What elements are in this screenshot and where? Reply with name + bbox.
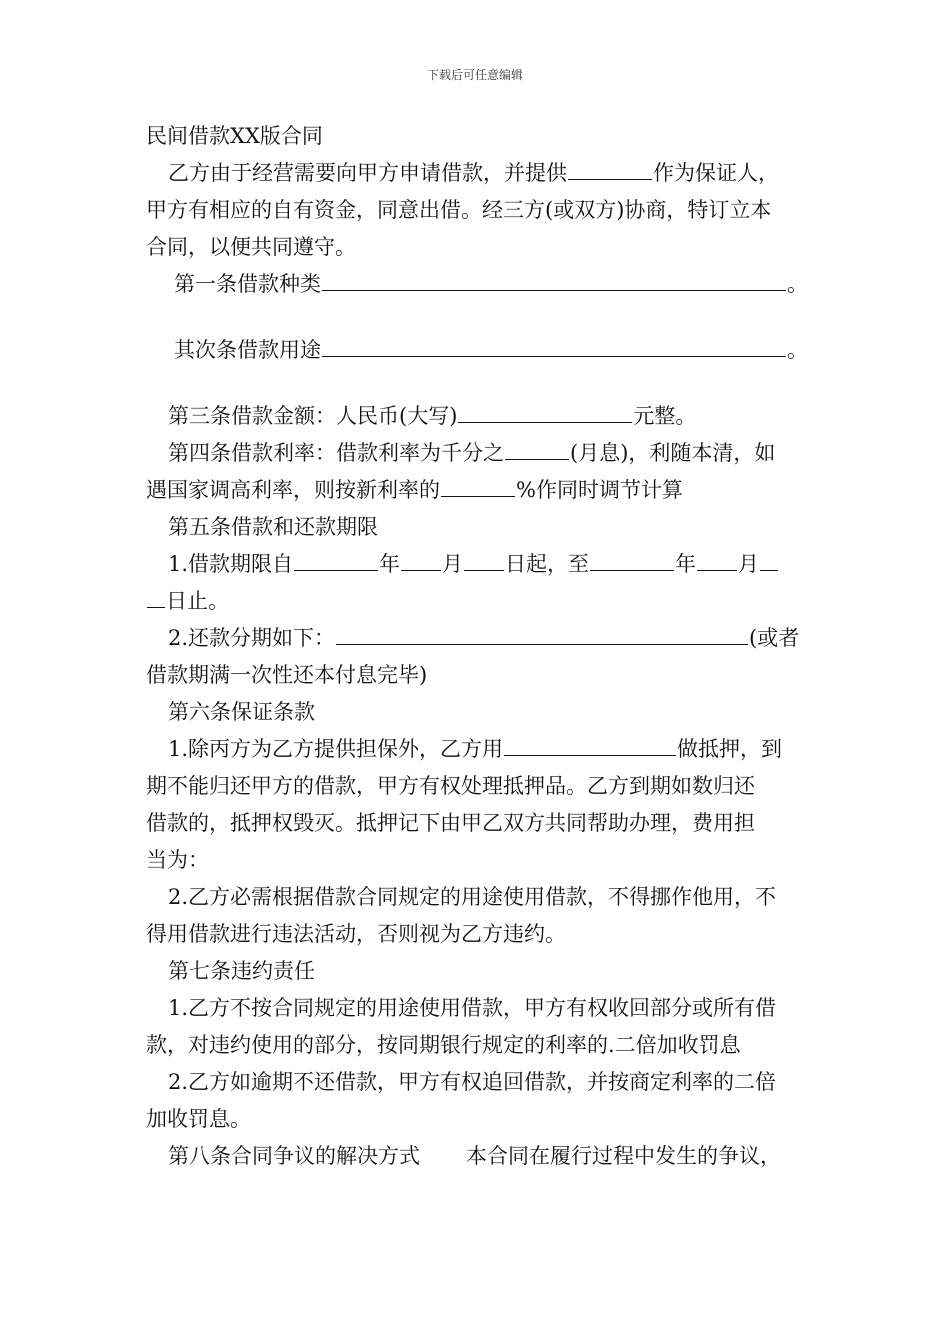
article-5-text: 1.借款期限自 bbox=[168, 552, 294, 576]
article-3 bbox=[146, 398, 818, 435]
end-month-blank bbox=[697, 569, 737, 571]
amount-blank bbox=[458, 421, 632, 423]
article-4-text: 遇国家调高利率，则按新利率的 bbox=[146, 478, 440, 502]
article-6-item-1-l3: 借款的，抵押权毁灭。抵押记下由甲乙双方共同帮助办理，费用担 bbox=[146, 811, 755, 835]
article-5-item-1-cont bbox=[146, 583, 818, 620]
article-7-title: 第七条违约责任 bbox=[168, 959, 315, 983]
preamble-line-3: 合同，以便共同遵守。 bbox=[146, 235, 356, 259]
start-month-blank bbox=[401, 569, 441, 571]
loan-type-blank bbox=[322, 289, 786, 291]
collateral-blank bbox=[504, 754, 676, 756]
page-header: 下载后可任意编辑 bbox=[426, 68, 523, 82]
preamble-line-1 bbox=[146, 155, 818, 192]
article-7-item-1: 1.乙方不按合同规定的用途使用借款，甲方有权收回部分或所有借 bbox=[168, 996, 777, 1020]
article-6-item-1-l2: 期不能归还甲方的借款，甲方有权处理抵押品。乙方到期如数归还 bbox=[146, 774, 755, 798]
article-2-end: 。 bbox=[787, 338, 808, 362]
article-2 bbox=[146, 332, 818, 369]
article-8-text: 本合同在履行过程中发生的争议， bbox=[466, 1144, 781, 1168]
article-7-item-1-l2: 款，对违约使用的部分，按同期银行规定的利率的.二倍加收罚息 bbox=[146, 1033, 741, 1057]
article-6-item-1-l4: 当为： bbox=[146, 848, 209, 872]
article-5-title: 第五条借款和还款期限 bbox=[168, 515, 378, 539]
article-4-text: %作同时调节计算 bbox=[516, 478, 683, 502]
interest-rate-blank bbox=[505, 458, 569, 460]
contract-title: 民间借款XX版合同 bbox=[146, 124, 323, 148]
article-5-item-1 bbox=[146, 546, 818, 583]
year-label: 年 bbox=[379, 552, 401, 576]
article-1-end: 。 bbox=[787, 272, 808, 296]
article-5-item-2 bbox=[146, 620, 818, 657]
article-5-text: 日起，至 bbox=[505, 552, 590, 576]
article-5-text: 日止。 bbox=[166, 589, 229, 613]
article-6-item-2: 2.乙方必需根据借款合同规定的用途使用借款，不得挪作他用，不 bbox=[168, 885, 777, 909]
article-7-item-2-l2: 加收罚息。 bbox=[146, 1107, 251, 1131]
end-day-blank-cont bbox=[147, 606, 165, 608]
preamble-text: 作为保证人， bbox=[653, 161, 779, 185]
end-year-blank bbox=[590, 569, 674, 571]
article-8-title: 第八条合同争议的解决方式 bbox=[168, 1144, 420, 1168]
article-3-text: 元整。 bbox=[633, 404, 697, 428]
end-day-blank bbox=[760, 569, 778, 571]
month-label: 月 bbox=[738, 552, 760, 576]
article-1 bbox=[146, 266, 818, 303]
article-5-text: (或者 bbox=[749, 626, 800, 650]
article-5-item-2-cont: 借款期满一次性还本付息完毕) bbox=[146, 663, 428, 687]
article-5-text: 2.还款分期如下： bbox=[168, 626, 336, 650]
guarantor-blank bbox=[568, 178, 652, 180]
start-day-blank bbox=[464, 569, 504, 571]
article-6-item-1 bbox=[146, 731, 818, 768]
article-1-label: 第一条借款种类 bbox=[174, 272, 321, 296]
loan-purpose-blank bbox=[322, 355, 786, 357]
new-rate-blank bbox=[441, 495, 515, 497]
start-year-blank bbox=[294, 569, 378, 571]
article-3-text: 第三条借款金额：人民币(大写) bbox=[168, 404, 458, 428]
installment-blank bbox=[336, 643, 748, 645]
month-label: 月 bbox=[442, 552, 464, 576]
article-4-line-1 bbox=[146, 435, 818, 472]
article-6-text: 做抵押，到 bbox=[677, 737, 783, 761]
article-4-text: (月息)，利随本清，如 bbox=[570, 441, 776, 465]
article-6-title: 第六条保证条款 bbox=[168, 700, 315, 724]
article-7-item-2: 2.乙方如逾期不还借款，甲方有权追回借款，并按商定利率的二倍 bbox=[168, 1070, 777, 1094]
year-label: 年 bbox=[675, 552, 697, 576]
article-6-text: 1.除丙方为乙方提供担保外，乙方用 bbox=[168, 737, 504, 761]
article-6-item-2-l2: 得用借款进行违法活动，否则视为乙方违约。 bbox=[146, 922, 566, 946]
article-8 bbox=[146, 1138, 818, 1175]
preamble-line-2: 甲方有相应的自有资金，同意出借。经三方(或双方)协商，特订立本 bbox=[146, 198, 772, 222]
article-4-line-2 bbox=[146, 472, 818, 509]
preamble-text: 乙方由于经营需要向甲方申请借款，并提供 bbox=[168, 161, 567, 185]
article-2-label: 其次条借款用途 bbox=[174, 338, 321, 362]
contract-body bbox=[146, 118, 818, 1175]
article-4-text: 第四条借款利率：借款利率为千分之 bbox=[168, 441, 504, 465]
